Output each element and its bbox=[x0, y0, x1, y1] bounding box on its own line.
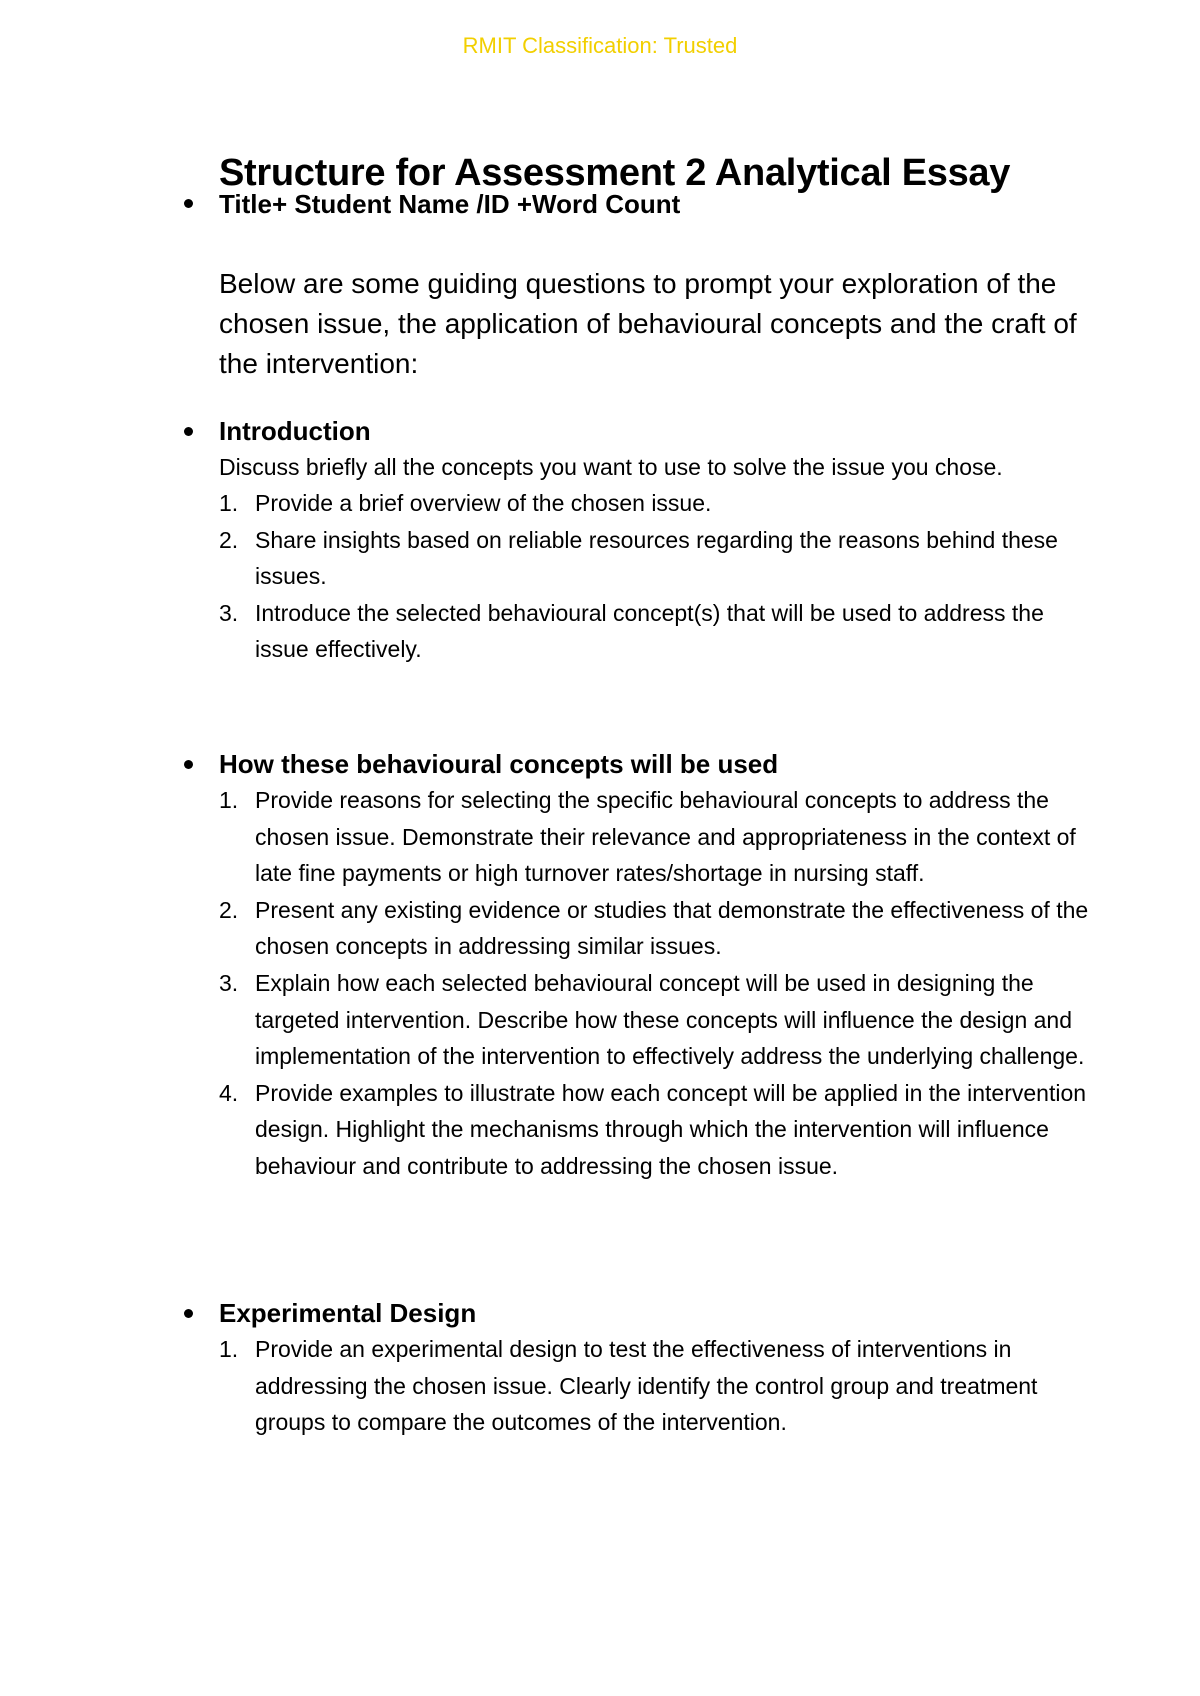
bullet-icon bbox=[184, 427, 193, 436]
list-number: 1. bbox=[219, 1336, 239, 1362]
section-heading: Experimental Design bbox=[219, 1298, 477, 1328]
list-text: Present any existing evidence or studies that demonstrate the effectiveness of the chosen concepts in addressing similar issues. bbox=[255, 896, 1089, 960]
list-item bbox=[219, 485, 1097, 522]
title-bullet-text: Title+ Student Name /ID +Word Count bbox=[219, 189, 681, 219]
section-list bbox=[219, 485, 1099, 668]
list-number: 3. bbox=[219, 969, 239, 996]
list-number: 3. bbox=[219, 599, 239, 626]
list-item bbox=[219, 965, 1097, 1075]
list-text: Provide reasons for selecting the specific behavioural concepts to address the chosen issue. Demonstrate their relevance and appropriateness in the context of late fine payments or high turnover rates/shortage in nursing staff. bbox=[255, 787, 1076, 887]
list-number: 1. bbox=[219, 490, 239, 516]
section-introduction bbox=[219, 413, 1099, 668]
section-behavioural-concepts bbox=[219, 746, 1099, 1185]
list-text: Share insights based on reliable resources regarding the reasons behind these issues. bbox=[255, 526, 1058, 590]
list-item bbox=[219, 595, 1097, 668]
list-number: 2. bbox=[219, 896, 239, 923]
list-item bbox=[219, 1075, 1097, 1185]
section-description: Discuss briefly all the concepts you want to use to solve the issue you chose. bbox=[219, 454, 1003, 480]
list-number: 1. bbox=[219, 787, 239, 813]
list-item bbox=[219, 522, 1097, 595]
list-item bbox=[219, 892, 1097, 965]
document-title: Structure for Assessment 2 Analytical Essay bbox=[219, 152, 1011, 194]
section-heading: Introduction bbox=[219, 416, 371, 446]
list-number: 4. bbox=[219, 1079, 239, 1106]
list-number: 2. bbox=[219, 526, 239, 553]
bullet-icon bbox=[184, 760, 193, 769]
section-list bbox=[219, 1331, 1099, 1441]
bullet-icon bbox=[184, 1309, 193, 1318]
list-item bbox=[219, 782, 1097, 892]
list-text: Provide an experimental design to test the effectiveness of interventions in addressing the chosen issue. Clearly identify the control group and treatment groups to compare the outcomes of the intervention. bbox=[255, 1336, 1038, 1436]
list-text: Provide examples to illustrate how each concept will be applied in the intervention design. Highlight the mechanisms through which the intervention will influence behaviour and contribute to addressing the chosen issue. bbox=[255, 1079, 1087, 1179]
classification-label: RMIT Classification: Trusted bbox=[462, 33, 738, 58]
section-list bbox=[219, 782, 1099, 1185]
list-text: Explain how each selected behavioural concept will be used in designing the targeted intervention. Describe how these concepts will influence the design and implementation of the intervention to effectively address the underlying challenge. bbox=[255, 969, 1085, 1070]
section-heading: How these behavioural concepts will be used bbox=[219, 749, 779, 779]
bullet-icon bbox=[184, 199, 193, 208]
list-text: Provide a brief overview of the chosen issue. bbox=[255, 490, 712, 516]
title-bullet bbox=[219, 186, 1099, 222]
list-text: Introduce the selected behavioural concept(s) that will be used to address the issue effectively. bbox=[255, 599, 1044, 663]
section-experimental-design bbox=[219, 1295, 1099, 1441]
list-item bbox=[219, 1331, 1097, 1441]
intro-paragraph: Below are some guiding questions to prompt your exploration of the chosen issue, the application of behavioural concepts and the craft of the intervention: bbox=[219, 268, 1077, 379]
